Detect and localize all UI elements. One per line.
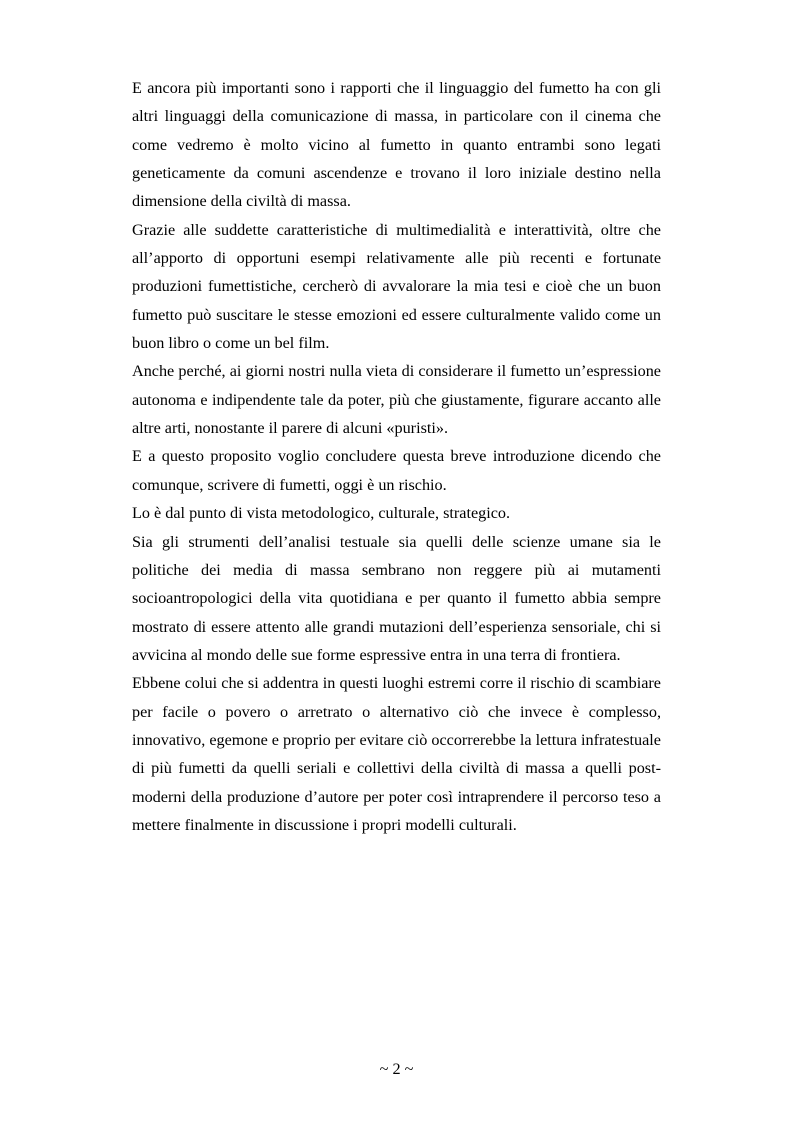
paragraph-1: E ancora più importanti sono i rapporti che il linguaggio del fumetto ha con gli altri linguaggi della comunicazione di massa, in particolare con il cinema che come vedremo è molto vicino al fumetto in quanto entrambi sono legati geneticamente da comuni ascendenze e trovano il loro iniziale destino nella dimensione della civiltà di massa. — [132, 79, 661, 211]
paragraph-4: E a questo proposito voglio concludere questa breve introduzione dicendo che comunque, scrivere di fumetti, oggi è un rischio. — [132, 447, 661, 494]
paragraph-5: Lo è dal punto di vista metodologico, culturale, strategico. — [132, 504, 511, 523]
body-text — [132, 74, 661, 839]
paragraph-6: Sia gli strumenti dell’analisi testuale sia quelli delle scienze umane sia le politiche dei media di massa sembrano non reggere più ai mutamenti socioantropologici della vita quotidiana e per quanto il fumetto abbia sempre mostrato di essere attento alle grandi mutazioni dell’esperienza sensoriale, chi si avvicina al mondo delle sue forme espressive entra in una terra di frontiera. — [132, 532, 661, 664]
paragraph-7: Ebbene colui che si addentra in questi luoghi estremi corre il rischio di scambiare per facile o povero o arretrato o alternativo ciò che invece è complesso, innovativo, egemone e proprio per evitare ciò occorrerebbe la lettura infratestuale di più fumetti da quelli seriali e collettivi della civiltà di massa a quelli post-moderni della produzione d’autore per poter così intraprendere il percorso teso a mettere finalmente in discussione i propri modelli culturali. — [132, 674, 661, 834]
page-number: ~ 2 ~ — [379, 1060, 414, 1078]
paragraph-3: Anche perché, ai giorni nostri nulla vieta di considerare il fumetto un’espressione autonoma e indipendente tale da poter, più che giustamente, figurare accanto alle altre arti, nonostante il parere di alcuni «puristi». — [132, 362, 661, 438]
paragraph-2: Grazie alle suddette caratteristiche di multimedialità e interattività, oltre che all’apporto di opportuni esempi relativamente alle più recenti e fortunate produzioni fumettistiche, cercherò di avvalorare la mia tesi e cioè che un buon fumetto può suscitare le stesse emozioni ed essere culturalmente valido come un buon libro o come un bel film. — [132, 220, 661, 353]
